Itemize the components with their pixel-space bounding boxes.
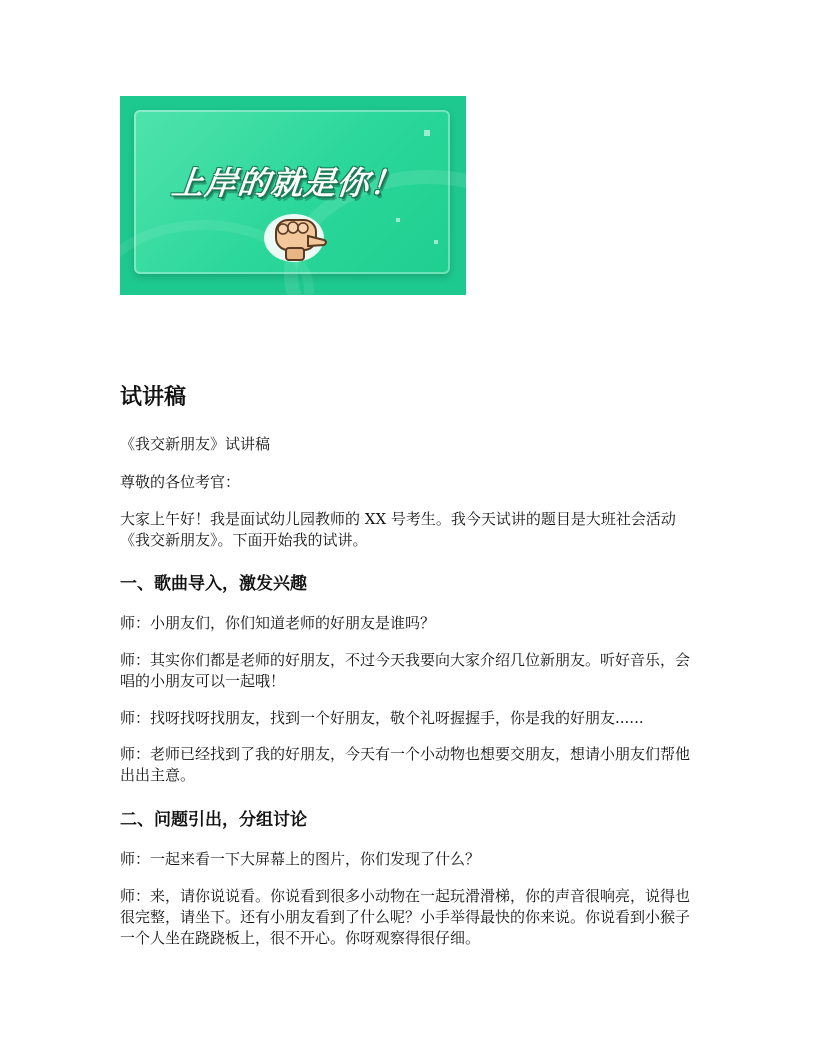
banner-slogan: 上岸的就是你！: [169, 164, 405, 202]
dialogue-paragraph: 师：找呀找呀找朋友，找到一个好朋友，敬个礼呀握握手，你是我的好朋友......: [120, 709, 644, 727]
intro-paragraph: 大家上午好！我是面试幼儿园教师的 XX 号考生。我今天试讲的题目是大班社会活动《我交新朋友》。下面开始我的试讲。: [120, 510, 676, 549]
promo-banner: [120, 96, 466, 295]
section-heading: 一、歌曲导入，激发兴趣: [120, 574, 307, 594]
dialogue-paragraph: 师：来，请你说说看。你说看到很多小动物在一起玩滑滑梯，你的声音很响亮，说得也很完整，请坐下。还有小朋友看到了什么呢？小手举得最快的你来说。你说看到小猴子一个人坐在跷跷板上，很不开心。你呀观察得很仔细。: [120, 887, 691, 947]
page-title: 试讲稿: [120, 384, 187, 410]
sparkle-decoration: [434, 240, 438, 244]
dialogue-paragraph: 师：其实你们都是老师的好朋友，不过今天我要向大家介绍几位新朋友。听好音乐，会唱的小朋友可以一起哦！: [120, 651, 691, 690]
document-subtitle: 《我交新朋友》试讲稿: [120, 435, 271, 453]
greeting: 尊敬的各位考官：: [120, 473, 241, 491]
dialogue-paragraph: 师：老师已经找到了我的好朋友，今天有一个小动物也想要交朋友，想请小朋友们帮他出出主意。: [120, 745, 691, 784]
sparkle-decoration: [424, 130, 430, 136]
dialogue-paragraph: 师：一起来看一下大屏幕上的图片，你们发现了什么？: [120, 850, 481, 868]
dialogue-paragraph: 师：小朋友们，你们知道老师的好朋友是谁吗？: [120, 614, 436, 632]
sparkle-decoration: [396, 218, 400, 222]
banner-panel: [134, 110, 450, 274]
section-heading: 二、问题引出，分组讨论: [120, 810, 307, 830]
pointing-fist-icon: [256, 206, 332, 266]
